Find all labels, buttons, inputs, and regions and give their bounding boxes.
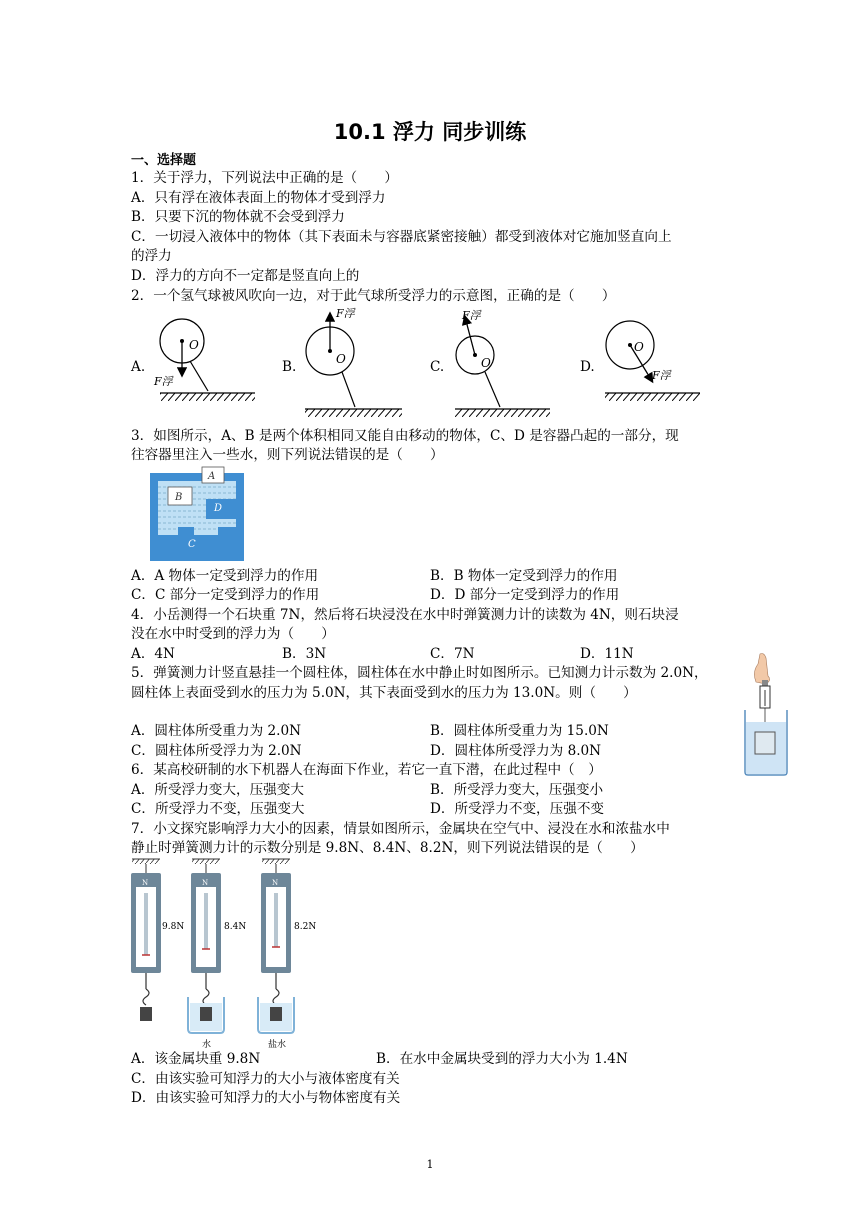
q2-figure-d <box>605 321 700 401</box>
q2-b-force-label: F浮 <box>336 307 355 320</box>
q7-liquid-water: 水 <box>202 1040 212 1049</box>
q5-option-d: D．圆柱体所受浮力为 8.0N <box>430 743 602 759</box>
q1-option-c-cont: 的浮力 <box>131 248 172 264</box>
q2-stem: 2．一个氢气球被风吹向一边，对于此气球所受浮力的示意图，正确的是（ ） <box>131 288 616 304</box>
q2-d-center-label: O <box>634 340 644 354</box>
q3-container-figure <box>148 465 248 563</box>
q7-option-a: A．该金属块重 9.8N <box>131 1051 261 1067</box>
q1-option-a: A．只有浮在液体表面上的物体才受到浮力 <box>131 190 386 206</box>
q4-stem-cont: 没在水中时受到的浮力为（ ） <box>131 626 335 642</box>
q4-option-d: D．11N <box>580 646 634 662</box>
q2-figure-a <box>153 319 255 401</box>
q7-reading-saltwater: 8.2N <box>294 922 317 932</box>
q5-stem-cont: 圆柱体上表面受到水的压力为 5.0N，其下表面受到水的压力为 13.0N。则（ ） <box>131 685 637 701</box>
q2-balloon-figures <box>140 305 780 425</box>
q1-option-d: D．浮力的方向不一定都是竖直向上的 <box>131 268 360 284</box>
q7-scale-air <box>131 859 161 1021</box>
q5-stem: 5．弹簧测力计竖直悬挂一个圆柱体，圆柱体在水中静止时如图所示。已知测力计示数为 2.0N， <box>131 665 708 681</box>
q7-stem: 7．小文探究影响浮力大小的因素，情景如图所示，金属块在空气中、浸没在水和浓盐水中 <box>131 821 670 837</box>
q7-reading-water: 8.4N <box>224 922 247 932</box>
q7-option-d: D．由该实验可知浮力的大小与物体密度有关 <box>131 1090 401 1106</box>
q6-option-d: D．所受浮力不变，压强不变 <box>430 801 605 817</box>
q6-option-a: A．所受浮力变大，压强变大 <box>131 782 304 798</box>
q7-spring-scales-figure <box>126 857 336 1049</box>
q4-option-b: B．3N <box>282 646 327 662</box>
q2-a-center-label: O <box>189 338 199 352</box>
q2-figure-c <box>455 309 550 417</box>
page-title: 10.1 浮力 同步训练 <box>333 120 527 144</box>
q2-label-a: A. <box>131 359 146 375</box>
q2-c-center-label: O <box>481 356 491 370</box>
q3-option-a: A．A 物体一定受到浮力的作用 <box>131 568 319 584</box>
q1-option-c: C．一切浸入液体中的物体（其下表面未与容器底紧密接触）都受到液体对它施加竖直向上 <box>131 229 672 245</box>
q2-label-b: B. <box>282 359 297 375</box>
q2-c-force-label: F浮 <box>462 309 481 322</box>
q2-figure-b <box>305 307 402 417</box>
q3-label-b: B <box>175 492 183 503</box>
q7-option-c: C．由该实验可知浮力的大小与液体密度有关 <box>131 1071 400 1087</box>
q6-option-b: B．所受浮力变大，压强变小 <box>430 782 604 798</box>
section-heading: 一、选择题 <box>131 153 197 168</box>
q3-option-d: D．D 部分一定受到浮力的作用 <box>430 587 620 603</box>
q3-label-d: D <box>214 503 223 514</box>
q5-option-b: B．圆柱体所受重力为 15.0N <box>430 723 609 739</box>
q4-option-a: A．4N <box>131 646 175 662</box>
q1-option-b: B．只要下沉的物体就不会受到浮力 <box>131 209 345 225</box>
q7-liquid-saltwater: 盐水 <box>268 1040 287 1049</box>
q2-d-force-label: F浮 <box>652 369 671 382</box>
q5-option-c: C．圆柱体所受浮力为 2.0N <box>131 743 302 759</box>
q7-scale-water <box>188 859 224 1033</box>
q4-option-c: C．7N <box>430 646 475 662</box>
q2-label-d: D. <box>580 359 595 375</box>
q6-option-c: C．所受浮力不变，压强变大 <box>131 801 305 817</box>
q5-option-a: A．圆柱体所受重力为 2.0N <box>131 723 301 739</box>
q7-scale-water-unit: N <box>202 879 209 887</box>
q7-scale-saltwater <box>258 859 294 1033</box>
page-number: 1 <box>426 1158 434 1171</box>
q7-option-b: B．在水中金属块受到的浮力大小为 1.4N <box>376 1051 628 1067</box>
q5-spring-scale-figure <box>740 652 790 778</box>
q2-a-force-label: F浮 <box>154 375 173 388</box>
q3-label-c: C <box>188 539 196 550</box>
q7-scale-saltwater-unit: N <box>272 879 279 887</box>
q1-stem: 1．关于浮力，下列说法中正确的是（ ） <box>131 170 398 186</box>
q7-stem-cont: 静止时弹簧测力计的示数分别是 9.8N、8.4N、8.2N，则下列说法错误的是（ ） <box>131 840 644 856</box>
q6-stem: 6．某高校研制的水下机器人在海面下作业，若它一直下潜，在此过程中（ ） <box>131 762 602 778</box>
q7-reading-air: 9.8N <box>162 922 185 932</box>
q2-b-center-label: O <box>336 352 346 366</box>
q7-scale-air-unit: N <box>142 879 149 887</box>
q3-option-b: B．B 物体一定受到浮力的作用 <box>430 568 618 584</box>
q4-stem: 4．小岳测得一个石块重 7N，然后将石块浸没在水中时弹簧测力计的读数为 4N，则石块浸 <box>131 607 679 623</box>
q3-label-a: A <box>208 471 216 482</box>
q3-stem: 3．如图所示，A、B 是两个体积相同又能自由移动的物体，C、D 是容器凸起的一部分，现 <box>131 428 679 444</box>
q3-option-c: C．C 部分一定受到浮力的作用 <box>131 587 320 603</box>
q2-label-c: C. <box>430 359 445 375</box>
q3-stem-cont: 往容器里注入一些水，则下列说法错误的是（ ） <box>131 447 444 463</box>
